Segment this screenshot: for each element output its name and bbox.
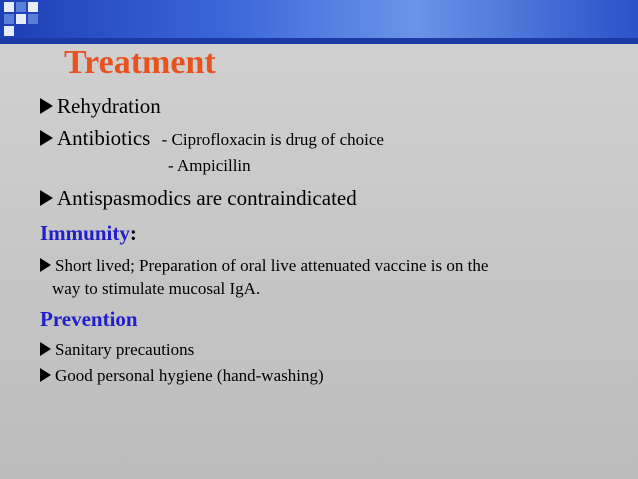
- immunity-heading: Immunity:: [40, 221, 137, 245]
- slide-title: Treatment: [64, 44, 216, 81]
- bullet-rehydration: Rehydration: [40, 94, 161, 119]
- antibiotic-ampicillin: - Ampicillin: [168, 156, 251, 175]
- arrow-bullet-icon: [40, 258, 51, 272]
- bullet-antispasmodics: Antispasmodics are contraindicated: [40, 186, 357, 211]
- arrow-bullet-icon: [40, 98, 53, 114]
- immunity-text-line1: Short lived; Preparation of oral live attenuated vaccine is on the: [40, 256, 488, 276]
- bullet-sanitary: Sanitary precautions: [40, 340, 194, 360]
- immunity-text-line2: way to stimulate mucosal IgA.: [52, 279, 261, 298]
- arrow-bullet-icon: [40, 190, 53, 206]
- arrow-bullet-icon: [40, 368, 51, 382]
- arrow-bullet-icon: [40, 342, 51, 356]
- bullet-antibiotics: Antibiotics - Ciprofloxacin is drug of choice: [40, 126, 384, 151]
- bullet-hygiene: Good personal hygiene (hand-washing): [40, 366, 324, 386]
- prevention-heading: Prevention: [40, 307, 138, 331]
- arrow-bullet-icon: [40, 130, 53, 146]
